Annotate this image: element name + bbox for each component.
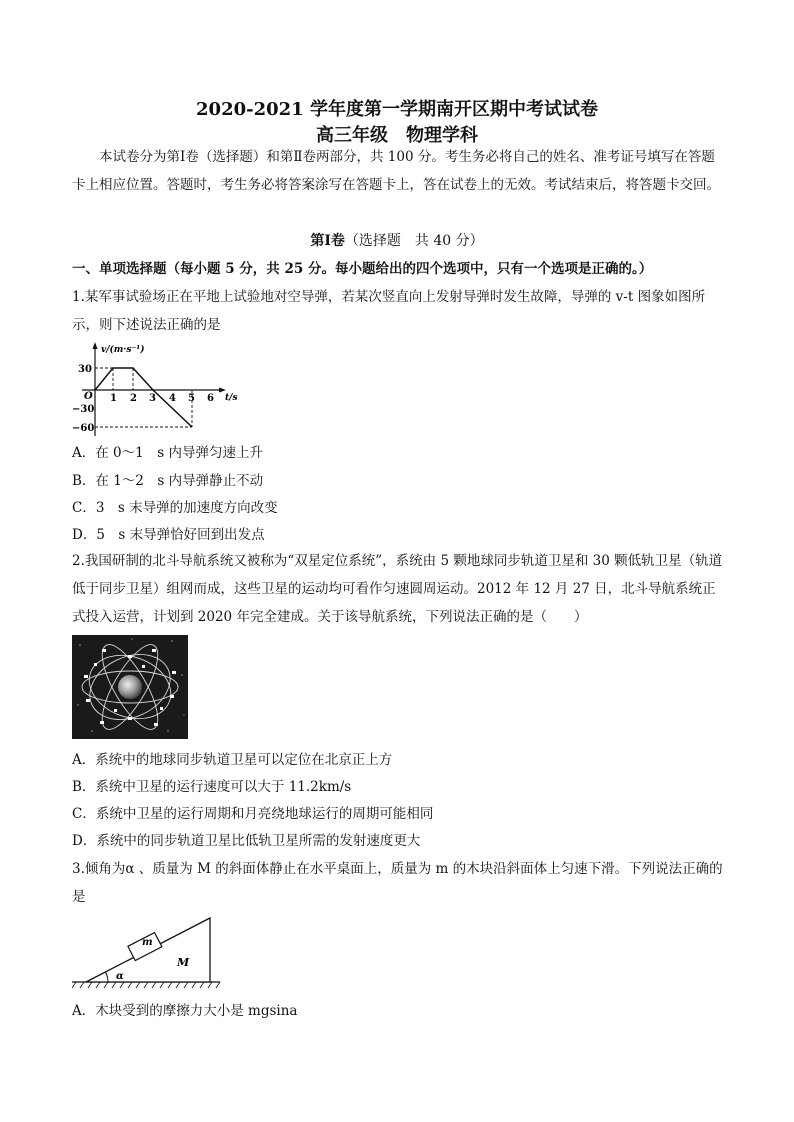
section-title [0,230,794,250]
origin-label: O [84,391,93,402]
section-name: 第Ⅰ卷 [310,233,345,249]
ground-hatch [72,982,220,988]
question-1-option-a: A．在 0～1 s 内导弹匀速上升 [72,445,263,461]
x-tick-5: 5 [188,393,195,404]
question-1-stem: 1.某军事试验场正在平地上试验地对空导弹，若某次竖直向上发射导弹时发生故障，导弹的 v-t 图象如图所示，则下述说法正确的是 [72,289,706,333]
part-heading: 一、单项选择题（每小题 5 分，共 25 分。每小题给出的四个选项中，只有一个选项是正确的。） [72,261,653,277]
exam-title: 2020-2021 学年度第一学期南开区期中考试试卷 [196,99,598,120]
y-tick-neg60: −60 [72,423,95,434]
section-note: （选择题 共 40 分） [344,233,484,249]
question-2-option-c: C．系统中卫星的运行周期和月亮绕地球运行的周期可能相同 [72,806,434,822]
question-2-stem: 2.我国研制的北斗导航系统又被称为“双星定位系统”，系统由 5 颗地球同步轨道卫星和 30 颗低轨卫星（轨道低于同步卫星）组网而成，这些卫星的运动均可看作匀速圆周运动。2012 年 12 月 27 日，北斗导航系统正式投入运营，计划到 2020 年完全建成。关于该导航系统，下列说法正确的是（ ） [72,553,723,625]
y-tick-30: 30 [78,364,92,375]
y-axis-arrow [93,342,98,349]
question-2-option-b: B．系统中卫星的运行速度可以大于 11.2km/s [72,779,352,795]
x-axis-label: t/s [225,393,238,403]
vt-graph [72,340,242,438]
subject-label: 物理学科 [406,125,478,146]
question-1-option-c: C．3 s 末导弹的加速度方向改变 [72,500,278,516]
question-2-option-a: A．系统中的地球同步轨道卫星可以定位在北京正上方 [72,752,393,768]
x-tick-6: 6 [207,393,214,404]
earth-icon [118,675,142,699]
x-tick-3: 3 [149,393,156,404]
x-tick-2: 2 [130,393,137,404]
incline-figure [72,912,222,990]
question-3-stem: 3.倾角为α 、质量为 M 的斜面体静止在水平桌面上，质量为 m 的木块沿斜面体上匀速下滑。下列说法正确的是 [72,861,723,905]
angle-label: α [116,971,124,982]
exam-instructions: 本试卷分为第Ⅰ卷（选择题）和第Ⅱ卷两部分，共 100 分。考生务必将自己的姓名、准考证号填写在答题卡上相应位置。答题时，考生务必将答案涂写在答题卡上，答在试卷上的无效。考试结束后，将答题卡交回。 [72,149,720,193]
question-1-option-d: D．5 s 末导弹恰好回到出发点 [72,527,265,543]
x-tick-4: 4 [169,393,176,404]
question-2-option-d: D．系统中的同步轨道卫星比低轨卫星所需的发射速度更大 [72,833,421,849]
question-3-option-a: A．木块受到的摩擦力大小是 mgsina [72,1003,298,1019]
question-1-option-b: B．在 1～2 s 内导弹静止不动 [72,473,264,489]
x-tick-1: 1 [110,393,117,404]
y-tick-neg30: −30 [72,404,95,415]
wedge-label: M [177,956,190,969]
block-label: m [142,937,153,948]
y-axis-label: v/(m·s⁻¹) [101,345,145,355]
x-axis-arrow [219,388,226,393]
satellite-constellation-image [72,635,188,739]
grade-label: 高三年级 [316,125,388,146]
